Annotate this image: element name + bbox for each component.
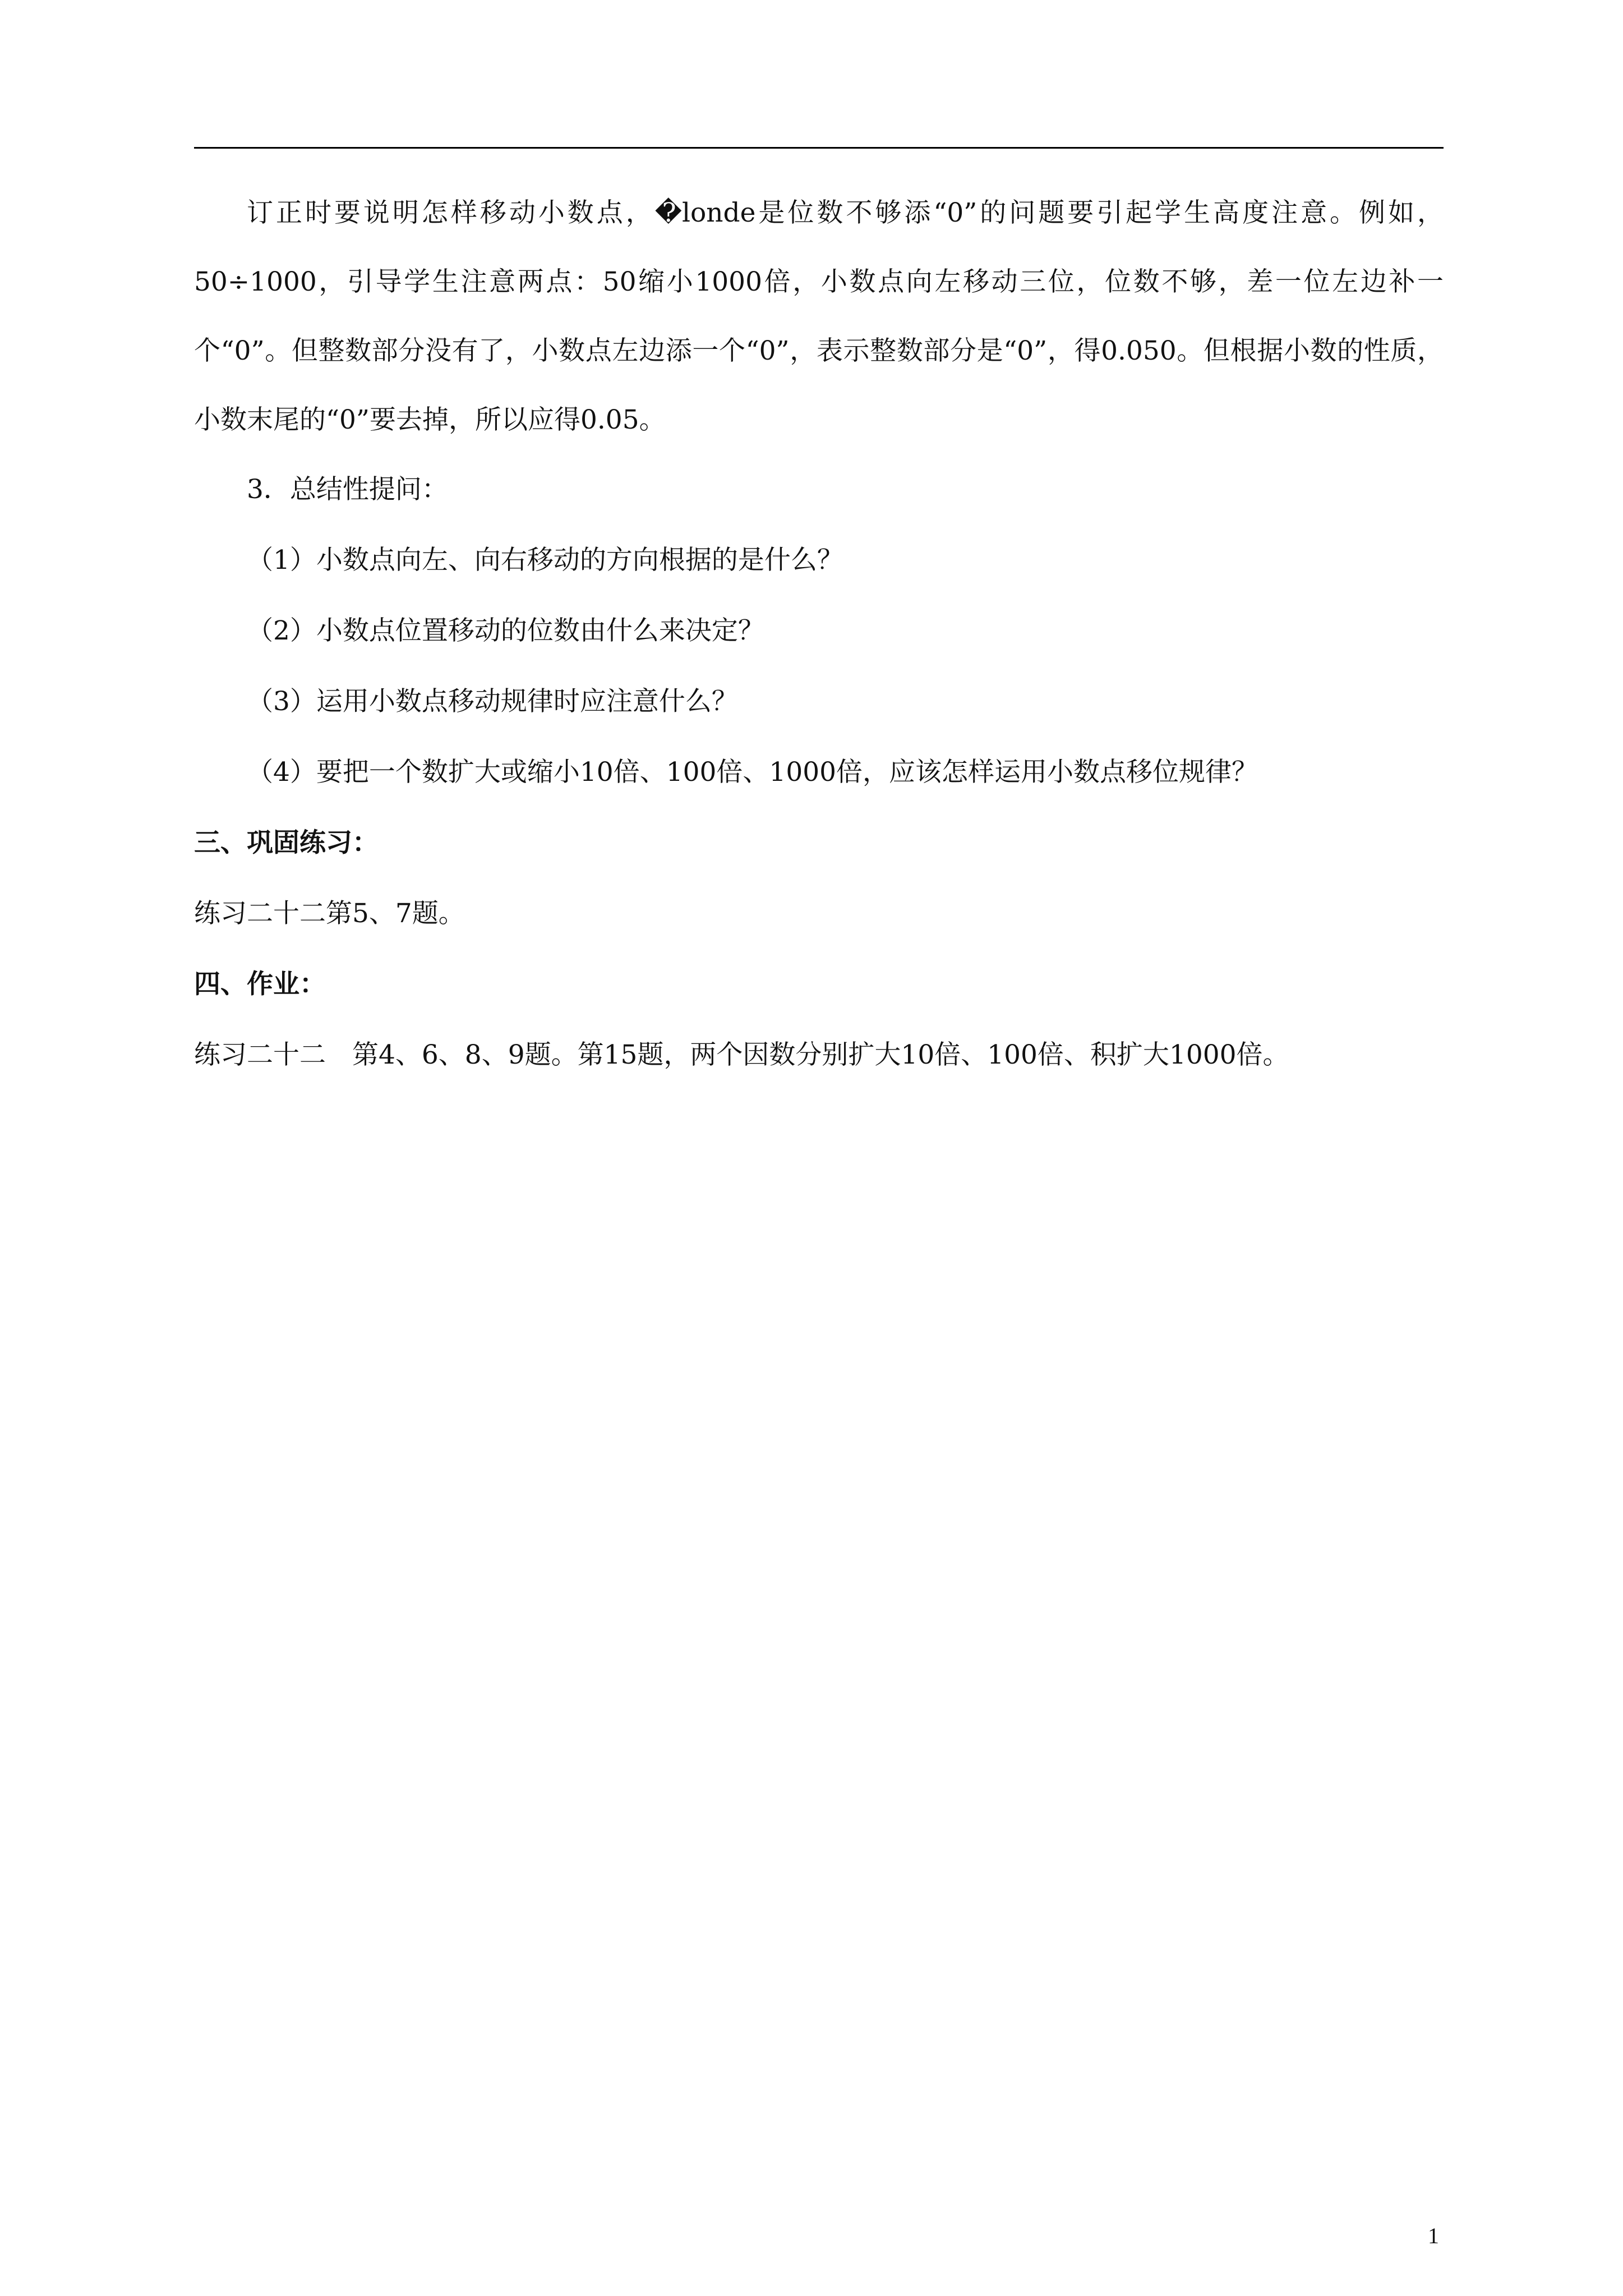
correction-paragraph: 订正时要说明怎样移动小数点，�londe是位数不够添“0”的问题要引起学生高度注意。例如，50÷1000，引导学生注意两点：50缩小1000倍，小数点向左移动三位，位数不够，差一位左边补一个“0”。但整数部分没有了，小数点左边添一个“0”，表示整数部分是“0”，得0.050。但根据小数的性质，小数末尾的“0”要去掉，所以应得0.05。 <box>194 197 1444 435</box>
question-item: （4）要把一个数扩大或缩小10倍、100倍、1000倍，应该怎样运用小数点移位规律？ <box>247 757 1258 788</box>
summary-heading: 3．总结性提问： <box>247 474 448 505</box>
question-item: （1）小数点向左、向右移动的方向根据的是什么？ <box>247 545 843 576</box>
question-item: （2）小数点位置移动的位数由什么来决定？ <box>247 615 764 646</box>
page-content <box>194 178 1444 1091</box>
section-heading-practice: 三、巩固练习： <box>194 827 379 858</box>
homework-text: 练习二十二 第4、6、8、9题。第15题，两个因数分别扩大10倍、100倍、积扩大1000倍。 <box>194 1039 1289 1070</box>
question-item: （3）运用小数点移动规律时应注意什么？ <box>247 686 738 717</box>
practice-text: 练习二十二第5、7题。 <box>194 898 465 929</box>
page-number: 1 <box>1428 2223 1439 2248</box>
section-heading-homework: 四、作业： <box>194 969 326 1000</box>
header-rule <box>194 147 1444 149</box>
